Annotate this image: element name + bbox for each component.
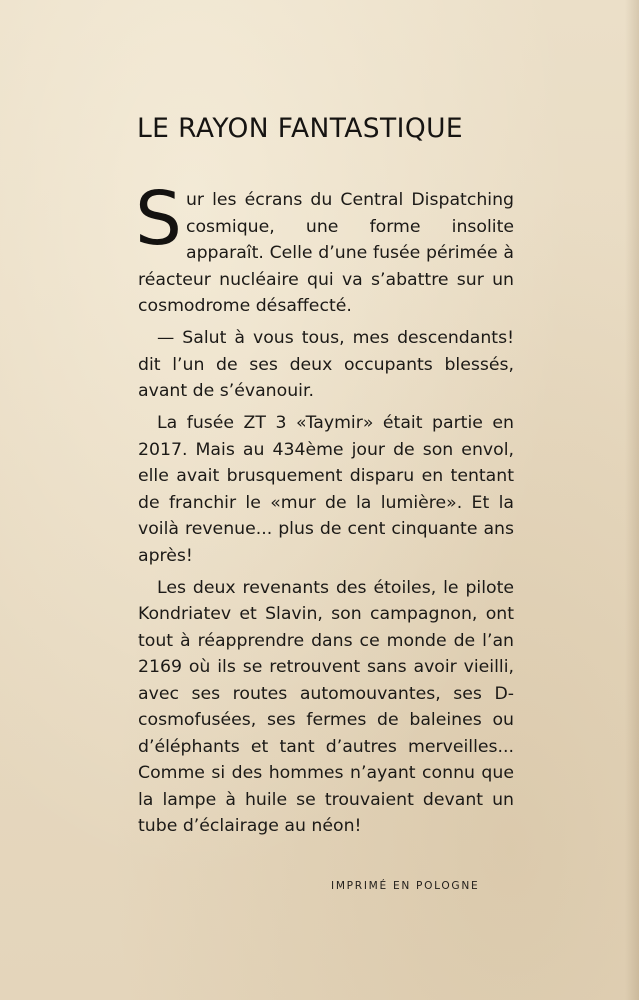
blurb-paragraph-3 — [138, 410, 514, 569]
paragraph-text: Les deux revenants des étoiles, le pilote Kondriatev et Slavin, son campagnon, ont tout à réapprendre dans ce monde de l’an 2169 où ils se retrouvent sans avoir vieilli, avec ses routes automouvantes, ses D-cosmofusées, ses fermes de baleines ou d’éléphants et tant d’autres merveilles... Comme si des hommes n’ayant connu que la lampe à huile se trouvaient devant un tube d’éclairage au néon! — [138, 577, 514, 836]
paragraph-text: — Salut à vous tous, mes descendants! dit l’un de ses deux occupants blessés, avant de s’évanouir. — [138, 328, 514, 401]
book-title: LE RAYON FANTASTIQUE — [137, 113, 464, 144]
drop-cap-letter: S — [135, 176, 182, 262]
page-edge-shadow — [625, 0, 639, 1000]
paragraph-text: La fusée ZT 3 «Taymir» était partie en 2017. Mais au 434ème jour de son envol, elle avait brusquement disparu en tentant de franchir le «mur de la lumière». Et la voilà revenue... plus de cent cinquante ans après! — [138, 413, 514, 566]
blurb-paragraph-4 — [138, 575, 514, 840]
blurb-paragraph-2 — [138, 325, 514, 405]
blurb-paragraph-1 — [135, 176, 514, 320]
blurb-text — [135, 176, 514, 845]
paragraph-text: ur les écrans du Central Dispatching cosmique, une forme insolite apparaît. Celle d’une fusée périmée à réacteur nucléaire qui va s’abattre sur un cosmodrome désaffecté. — [138, 190, 514, 316]
printed-in-notice: IMPRIMÉ EN POLOGNE — [331, 880, 480, 892]
